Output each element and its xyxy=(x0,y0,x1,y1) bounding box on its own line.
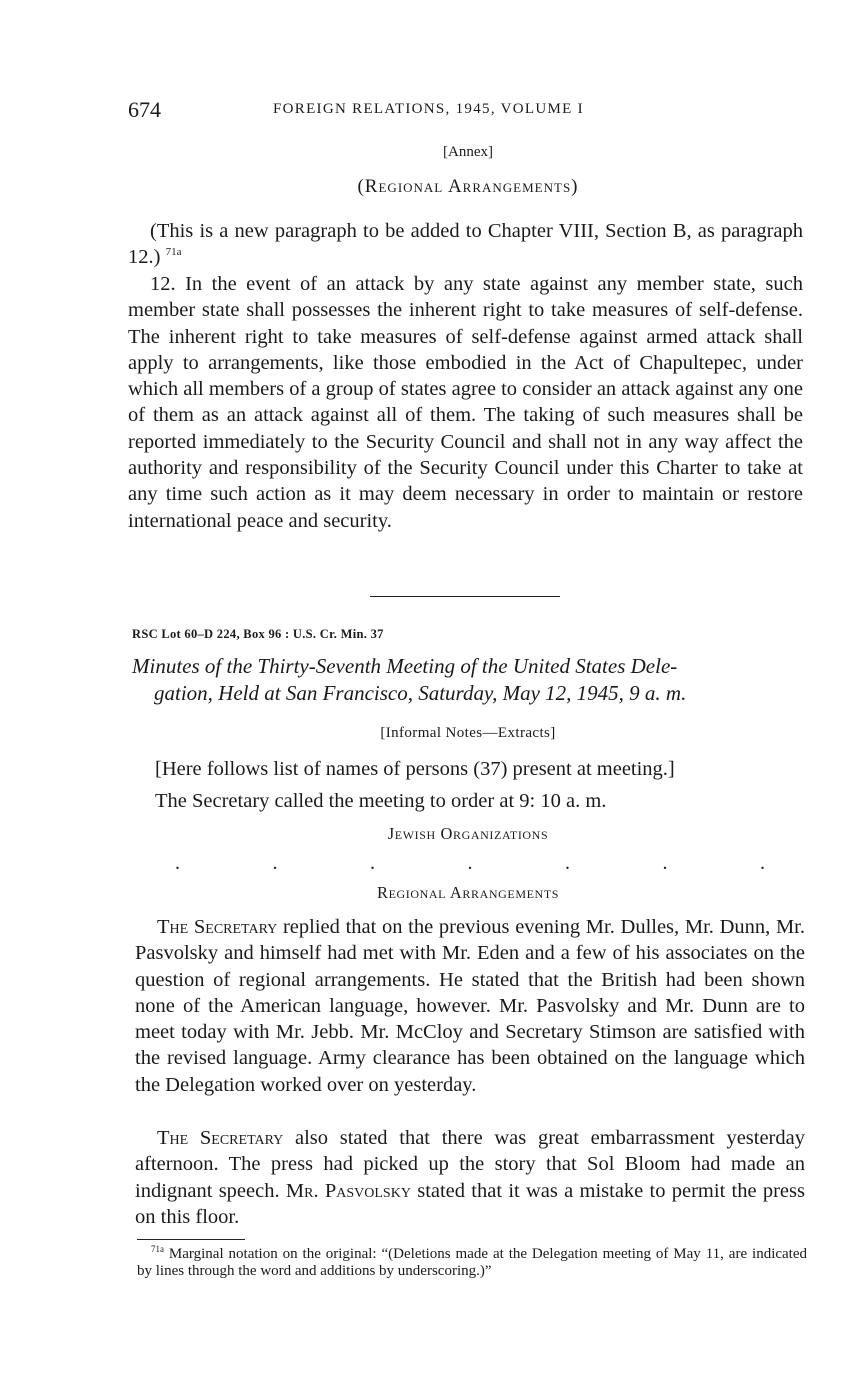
footnote-mark: 71a xyxy=(151,1244,164,1254)
dot: . xyxy=(175,852,180,874)
paragraph-text: replied that on the previous evening Mr. Dulles, Mr. Dunn, Mr. Pasvolsky and himself had met with Mr. Eden and a few of his associates on the question of regional arrangements. He stated that the British had been shown none of the American language, however. Mr. Pasvolsky and Mr. Dunn are to meet today with Mr. Jebb. Mr. McCloy and Secretary Stimson are satisfied with the revised language. Army clearance has been obtained on the language which the Delegation worked over on yesterday. xyxy=(135,916,805,1096)
annex-label: [Annex] xyxy=(443,144,493,160)
running-head xyxy=(128,97,808,125)
section-heading: (Regional Arrangements) xyxy=(357,176,579,197)
dot: . xyxy=(370,852,375,874)
paragraph-text: also stated that there was great embarrassment yesterday afternoon. The press had picked up the story that Sol Bloom had made an indignant speech. xyxy=(135,1127,805,1202)
section-divider xyxy=(370,596,560,597)
running-title: FOREIGN RELATIONS, 1945, VOLUME I xyxy=(273,101,584,117)
dot: . xyxy=(760,852,765,874)
omission-dots xyxy=(175,852,765,875)
footnote-text: Marginal notation on the original: “(Deletions made at the Delegation meeting of May 11, are indicated by lines through the word and additions by underscoring.)” xyxy=(137,1246,808,1279)
attendance-note: [Here follows list of names of persons (37) present at meeting.] xyxy=(155,758,675,780)
heading-regional-arrangements: Regional Arrangements xyxy=(376,883,560,902)
paragraph-12: 12. In the event of an attack by any state against any member state, such member state shall possesses the inherent right to take measures of self-defense. The inherent right to take measures of self-defense against armed attack shall apply to arrangements, like those embodied in the Act of Chapultepec, under which all members of a group of states agree to consider an attack against any one of them as an attack against all of them. The taking of such measures shall be reported immediately to the Security Council and shall not in any way affect the authority and responsibility of the Security Council under this Charter to take at any time such action as it may deem necessary in order to maintain or restore international peace and security. xyxy=(128,273,803,532)
page-number: 674 xyxy=(128,97,161,122)
intro-paragraph xyxy=(128,218,803,271)
speaker-name: The Secretary xyxy=(157,916,278,938)
heading-jewish-organizations: Jewish Organizations xyxy=(387,824,549,843)
dot: . xyxy=(662,852,668,874)
footnote-reference: 71a xyxy=(165,246,182,259)
intro-text: (This is a new paragraph to be added to Chapter VIII, Section B, as paragraph 12.) xyxy=(128,220,803,269)
paragraph-text: stated that it was a mistake to permit the press on this floor. xyxy=(135,1179,805,1228)
informal-notes-label: [Informal Notes—Extracts] xyxy=(380,725,556,741)
call-to-order: The Secretary called the meeting to order at 9: 10 a. m. xyxy=(155,790,607,812)
footnote xyxy=(137,1246,807,1280)
secretary-paragraph-1 xyxy=(135,914,805,1098)
speaker-name: Mr. Pasvolsky xyxy=(285,1179,411,1202)
title-line-1: Minutes of the Thirty-Seventh Meeting of the United States Dele- xyxy=(132,654,678,678)
document-title xyxy=(132,653,804,707)
speaker-name: The Secretary xyxy=(157,1127,284,1149)
footnote-rule xyxy=(137,1239,245,1240)
dot: . xyxy=(565,852,570,874)
dot: . xyxy=(272,852,278,874)
source-citation: RSC Lot 60–D 224, Box 96 : U.S. Cr. Min. 37 xyxy=(132,627,384,641)
secretary-paragraph-2 xyxy=(135,1125,805,1230)
dot: . xyxy=(467,852,473,874)
title-line-2: gation, Held at San Francisco, Saturday, May 12, 1945, 9 a. m. xyxy=(154,681,687,705)
